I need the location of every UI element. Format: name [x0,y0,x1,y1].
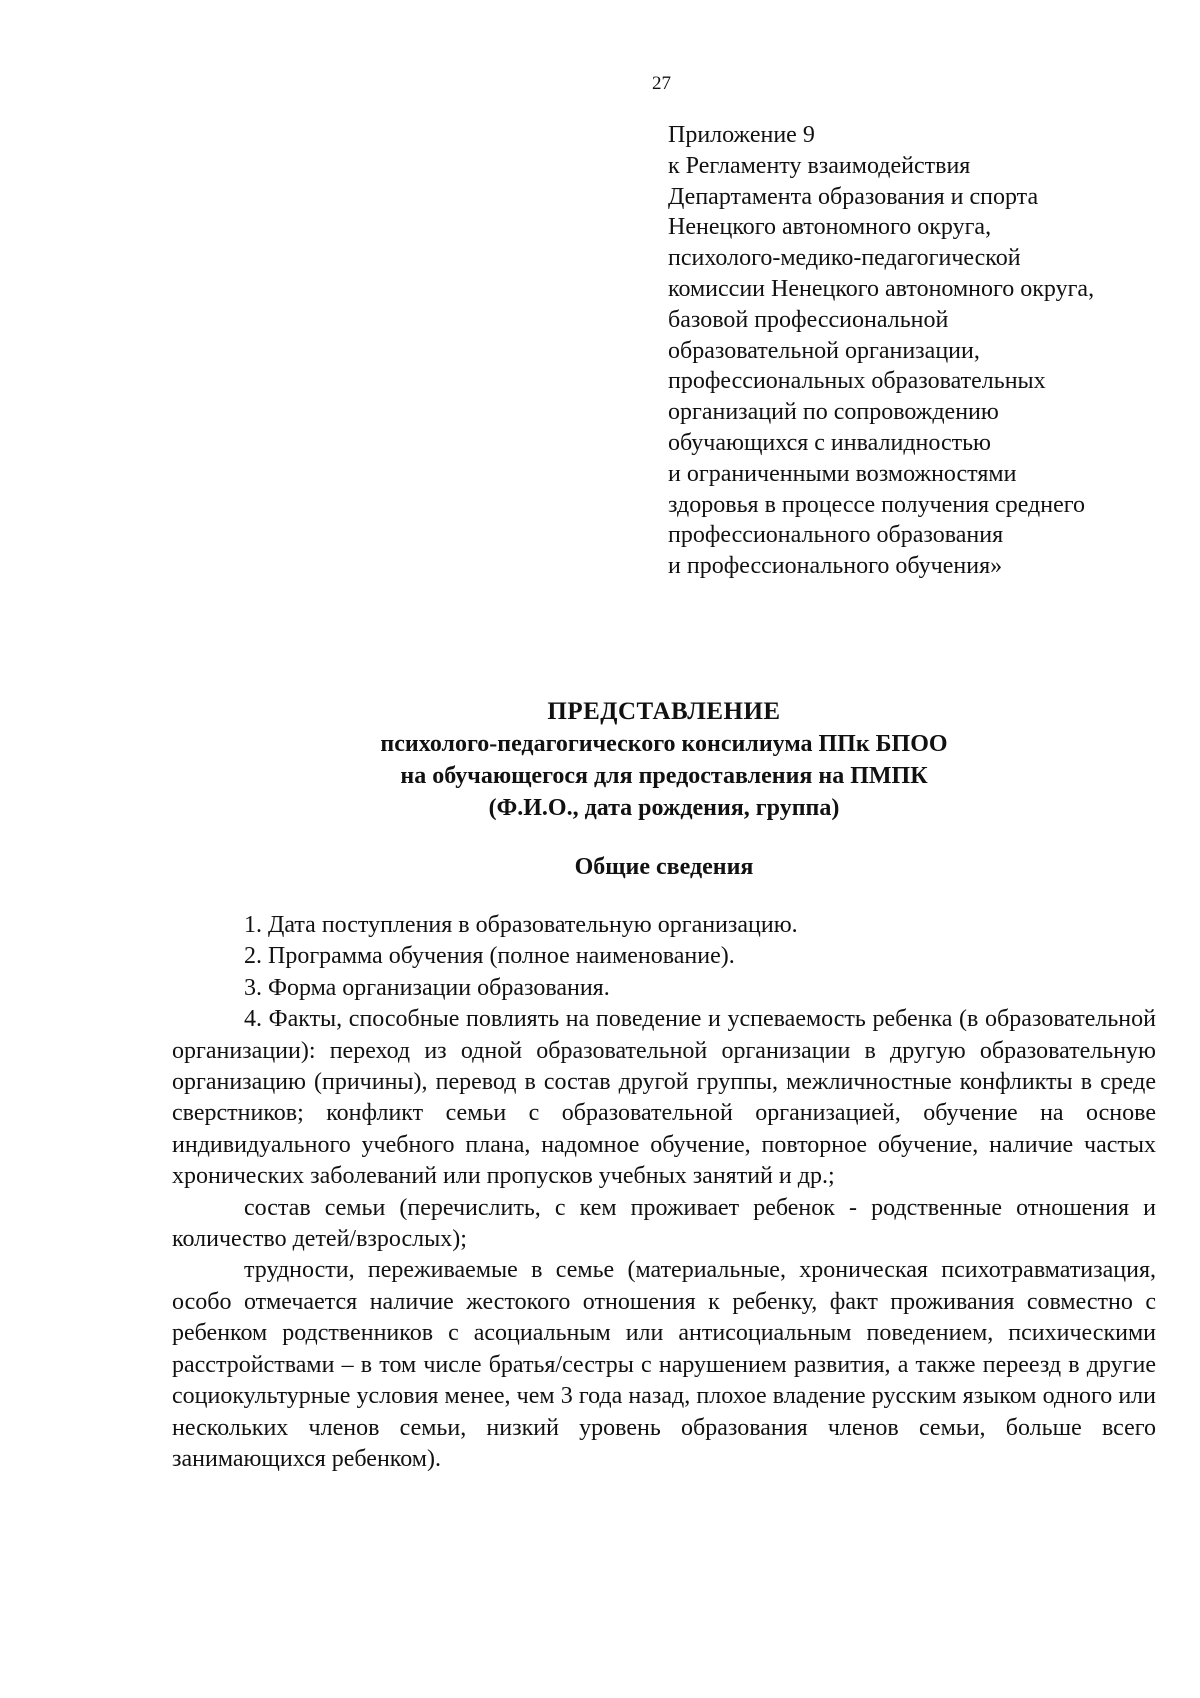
appendix-line: обучающихся с инвалидностью [668,429,991,456]
appendix-line: профессионального образования [668,522,1004,549]
page-number: 27 [652,73,671,94]
appendix-line: и профессионального обучения» [668,553,1003,580]
appendix-line: образовательной организации, [668,337,980,364]
appendix-line: к Регламенту взаимодействия [668,152,971,179]
appendix-line: Департамента образования и спорта [668,183,1039,210]
appendix-line: комиссии Ненецкого автономного округа, [668,275,1095,302]
appendix-line: здоровья в процессе получения среднего [668,491,1085,518]
appendix-line: Ненецкого автономного округа, [668,214,992,241]
paragraph-item-3: 3. Форма организации образования. [244,974,610,1001]
appendix-line: психолого-медико-педагогической [668,245,1021,272]
appendix-line: базовой профессиональной [668,306,949,333]
body-text [172,910,1156,1475]
title-subline: (Ф.И.О., дата рождения, группа) [488,795,840,821]
title-main: ПРЕДСТАВЛЕНИЕ [547,698,781,725]
title-subline: психолого-педагогического консилиума ППк БПОО [380,731,948,757]
document-title [170,696,1158,824]
appendix-line: организаций по сопровождению [668,399,999,426]
appendix-line: профессиональных образовательных [668,368,1046,395]
paragraph-family-difficulties: трудности, переживаемые в семье (материальные, хроническая психотравматизация, особо отмечается наличие жестокого отношения к ребенку, факт проживания совместно с ребенком родственников с асоциальным или антисоциальным поведением, психическими расстройствами – в том числе братья/сестры с нарушением развития, а также переезд в другие социокультурные условия менее, чем 3 года назад, плохое владение русским языком одного или нескольких членов семьи, низкий уровень образования членов семьи, больше всего занимающихся ребенком). [172,1257,1156,1472]
paragraph-item-4: 4. Факты, способные повлиять на поведение и успеваемость ребенка (в образовательной организации): переход из одной образовательной организации в другую образовательную организацию (причины), перевод в состав другой группы, межличностные конфликты в среде сверстников; конфликт семьи с образовательной организацией, обучение на основе индивидуального учебного плана, надомное обучение, повторное обучение, наличие частых хронических заболеваний или пропусков учебных занятий и др.; [172,1006,1156,1190]
section-heading: Общие сведения [574,854,754,880]
appendix-line: и ограниченными возможностями [668,460,1017,487]
appendix-line: Приложение 9 [668,122,815,148]
paragraph-family-composition: состав семьи (перечислить, с кем проживает ребенок - родственные отношения и количество детей/взрослых); [172,1194,1156,1253]
title-subline: на обучающегося для предоставления на ПМПК [400,763,928,789]
appendix-reference [668,120,1168,582]
paragraph-item-1: 1. Дата поступления в образовательную организацию. [244,912,798,938]
paragraph-item-2: 2. Программа обучения (полное наименование). [244,943,735,970]
